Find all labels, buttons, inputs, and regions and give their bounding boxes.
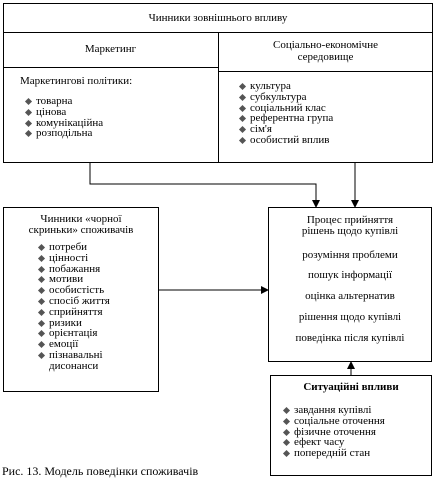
list-item: товарна: [24, 96, 103, 107]
list-item: соціальний клас: [238, 103, 333, 114]
situational-title: Ситуаційні впливи: [303, 381, 399, 393]
list-item: сприйняття: [37, 307, 139, 318]
list-item: потреби: [37, 242, 139, 253]
external-factors-title: Чинники зовнішнього впливу: [148, 12, 288, 24]
process-title-line-1: Процес прийняття: [306, 214, 394, 226]
figure-caption: Рис. 13. Модель поведінки споживачів: [2, 464, 199, 478]
marketing-header: Маркетинг: [84, 43, 137, 55]
list-item: мотиви: [37, 274, 139, 285]
process-title-line-2: рішень щодо купівлі: [301, 225, 399, 237]
list-item: спосіб життя: [37, 296, 139, 307]
list-item: особистість: [37, 285, 139, 296]
process-step: пошук інформації: [307, 269, 393, 281]
list-item: фізичне оточення: [282, 427, 385, 438]
list-item-label: пізнавальні дисонанси: [49, 348, 103, 372]
list-item: орієнтація: [37, 328, 139, 339]
list-item: ризики: [37, 318, 139, 329]
situational-list: [282, 405, 385, 459]
list-item: особистий вплив: [238, 135, 333, 146]
list-item: референтна група: [238, 113, 333, 124]
process-step: розуміння проблеми: [302, 249, 398, 261]
list-item: розподільна: [24, 128, 103, 139]
black-box-title-line-2: скриньки» споживачів: [28, 224, 134, 236]
list-item: цінності: [37, 253, 139, 264]
socio-header-line-1: Соціально-економічне: [273, 39, 378, 51]
list-item: побажання: [37, 264, 139, 275]
list-item: субкультура: [238, 92, 333, 103]
list-item: ефект часу: [282, 437, 385, 448]
black-box-title-line-1: Чинники «чорної: [40, 213, 122, 225]
process-step: рішення щодо купівлі: [298, 311, 402, 323]
list-item: емоції: [37, 339, 139, 350]
socio-header-line-2: середовище: [297, 51, 354, 63]
list-item: цінова: [24, 107, 103, 118]
list-item: комунікаційна: [24, 118, 103, 129]
black-box-list: [37, 242, 139, 372]
list-item: культура: [238, 81, 333, 92]
list-item: завдання купівлі: [282, 405, 385, 416]
process-step: поведінка після купівлі: [295, 332, 405, 344]
list-item: [37, 350, 139, 372]
list-item: попередній стан: [282, 448, 385, 459]
process-step: оцінка альтернатив: [305, 290, 395, 302]
marketing-divider: [3, 67, 218, 68]
marketing-policies-title: Маркетингові політики:: [20, 75, 133, 87]
list-item: сім'я: [238, 124, 333, 135]
marketing-policies-list: [24, 96, 103, 139]
list-item: соціальне оточення: [282, 416, 385, 427]
